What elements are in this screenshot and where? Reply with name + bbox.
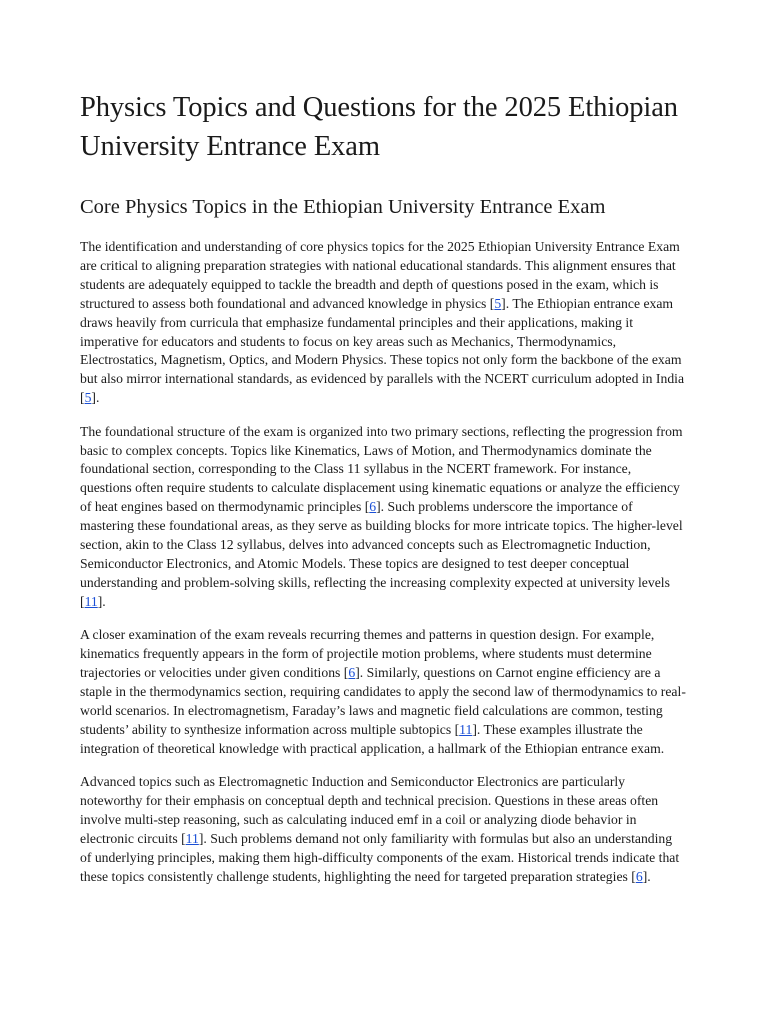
paragraph-text: ]. The Ethiopian entrance exam draws heavily from curricula that emphasize fundamental principles and their applications, making it imperative for educators and students to focus on key areas such as Mechanics, Thermodynamics, Electrostatics, Magnetism, Optics, and Modern Physics. These topics not only form the backbone of the exam but also mirror international standards, as evidenced by parallels with the NCERT curriculum adopted in India [ [80, 295, 685, 406]
document-page [80, 88, 686, 901]
document-title: Physics Topics and Questions for the 2025 Ethiopian University Entrance Exam [80, 92, 678, 162]
body-paragraph [80, 238, 686, 408]
paragraph-text: ]. [97, 593, 106, 609]
citation-link[interactable]: 5 [494, 295, 502, 311]
body-text [80, 238, 686, 887]
citation-link[interactable]: 6 [635, 868, 643, 884]
citation-link[interactable]: 5 [84, 390, 92, 406]
citation-link[interactable]: 6 [369, 499, 377, 515]
paragraph-text: ]. These examples illustrate the integration of theoretical knowledge with practical application, a hallmark of the Ethiopian entrance exam. [80, 721, 665, 756]
body-paragraph [80, 423, 686, 612]
paragraph-text: ]. [91, 390, 100, 406]
citation-link[interactable]: 11 [84, 593, 98, 609]
citation-link[interactable]: 6 [348, 665, 356, 681]
citation-link[interactable]: 11 [459, 721, 473, 737]
body-paragraph [80, 626, 686, 758]
citation-link[interactable]: 11 [185, 830, 199, 846]
section-heading: Core Physics Topics in the Ethiopian University Entrance Exam [80, 196, 606, 218]
body-paragraph [80, 773, 686, 886]
paragraph-text: A closer examination of the exam reveals recurring themes and patterns in question design. For example, kinematics frequently appears in the form of projectile motion problems, where students must determine trajectories or velocities under given conditions [ [80, 627, 655, 681]
paragraph-text: The foundational structure of the exam is organized into two primary sections, reflecting the progression from basic to complex concepts. Topics like Kinematics, Laws of Motion, and Thermodynamics dominate the foundational section, corresponding to the Class 11 syllabus in the NCERT framework. For instance, questions often require students to calculate displacement using kinematic equations or analyze the efficiency of heat engines based on thermodynamic principles [ [80, 423, 683, 515]
paragraph-text: Advanced topics such as Electromagnetic Induction and Semiconductor Electronics are particularly noteworthy for their emphasis on conceptual depth and technical precision. Questions in these areas often involve multi-step reasoning, such as calculating induced emf in a coil or analyzing diode behavior in electronic circuits [ [80, 774, 659, 846]
paragraph-text: ]. Such problems demand not only familiarity with formulas but also an understanding of underlying principles, making them high-difficulty components of the exam. Historical trends indicate that these topics consistently challenge students, highlighting the need for targeted preparation strategies [ [80, 830, 680, 884]
paragraph-text: The identification and understanding of core physics topics for the 2025 Ethiopian University Entrance Exam are critical to aligning preparation strategies with national educational standards. This alignment ensures that students are adequately equipped to tackle the breadth and depth of questions posed in the exam, which is structured to assess both foundational and advanced knowledge in physics [ [80, 239, 680, 311]
paragraph-text: ]. [642, 868, 651, 884]
paragraph-text: ]. Similarly, questions on Carnot engine efficiency are a staple in the thermodynamics section, requiring candidates to apply the second law of thermodynamics to real-world scenarios. In electromagnetism, Faraday’s laws and magnetic field calculations are common, testing students’ ability to synthesize information across multiple subtopics [ [80, 665, 686, 737]
paragraph-text: ]. Such problems underscore the importance of mastering these foundational areas, as they serve as building blocks for more intricate topics. The higher-level section, akin to the Class 12 syllabus, delves into advanced concepts such as Electromagnetic Induction, Semiconductor Electronics, and Atomic Models. These topics are designed to test deeper conceptual understanding and problem-solving skills, reflecting the increasing complexity expected at university levels [ [80, 499, 683, 609]
